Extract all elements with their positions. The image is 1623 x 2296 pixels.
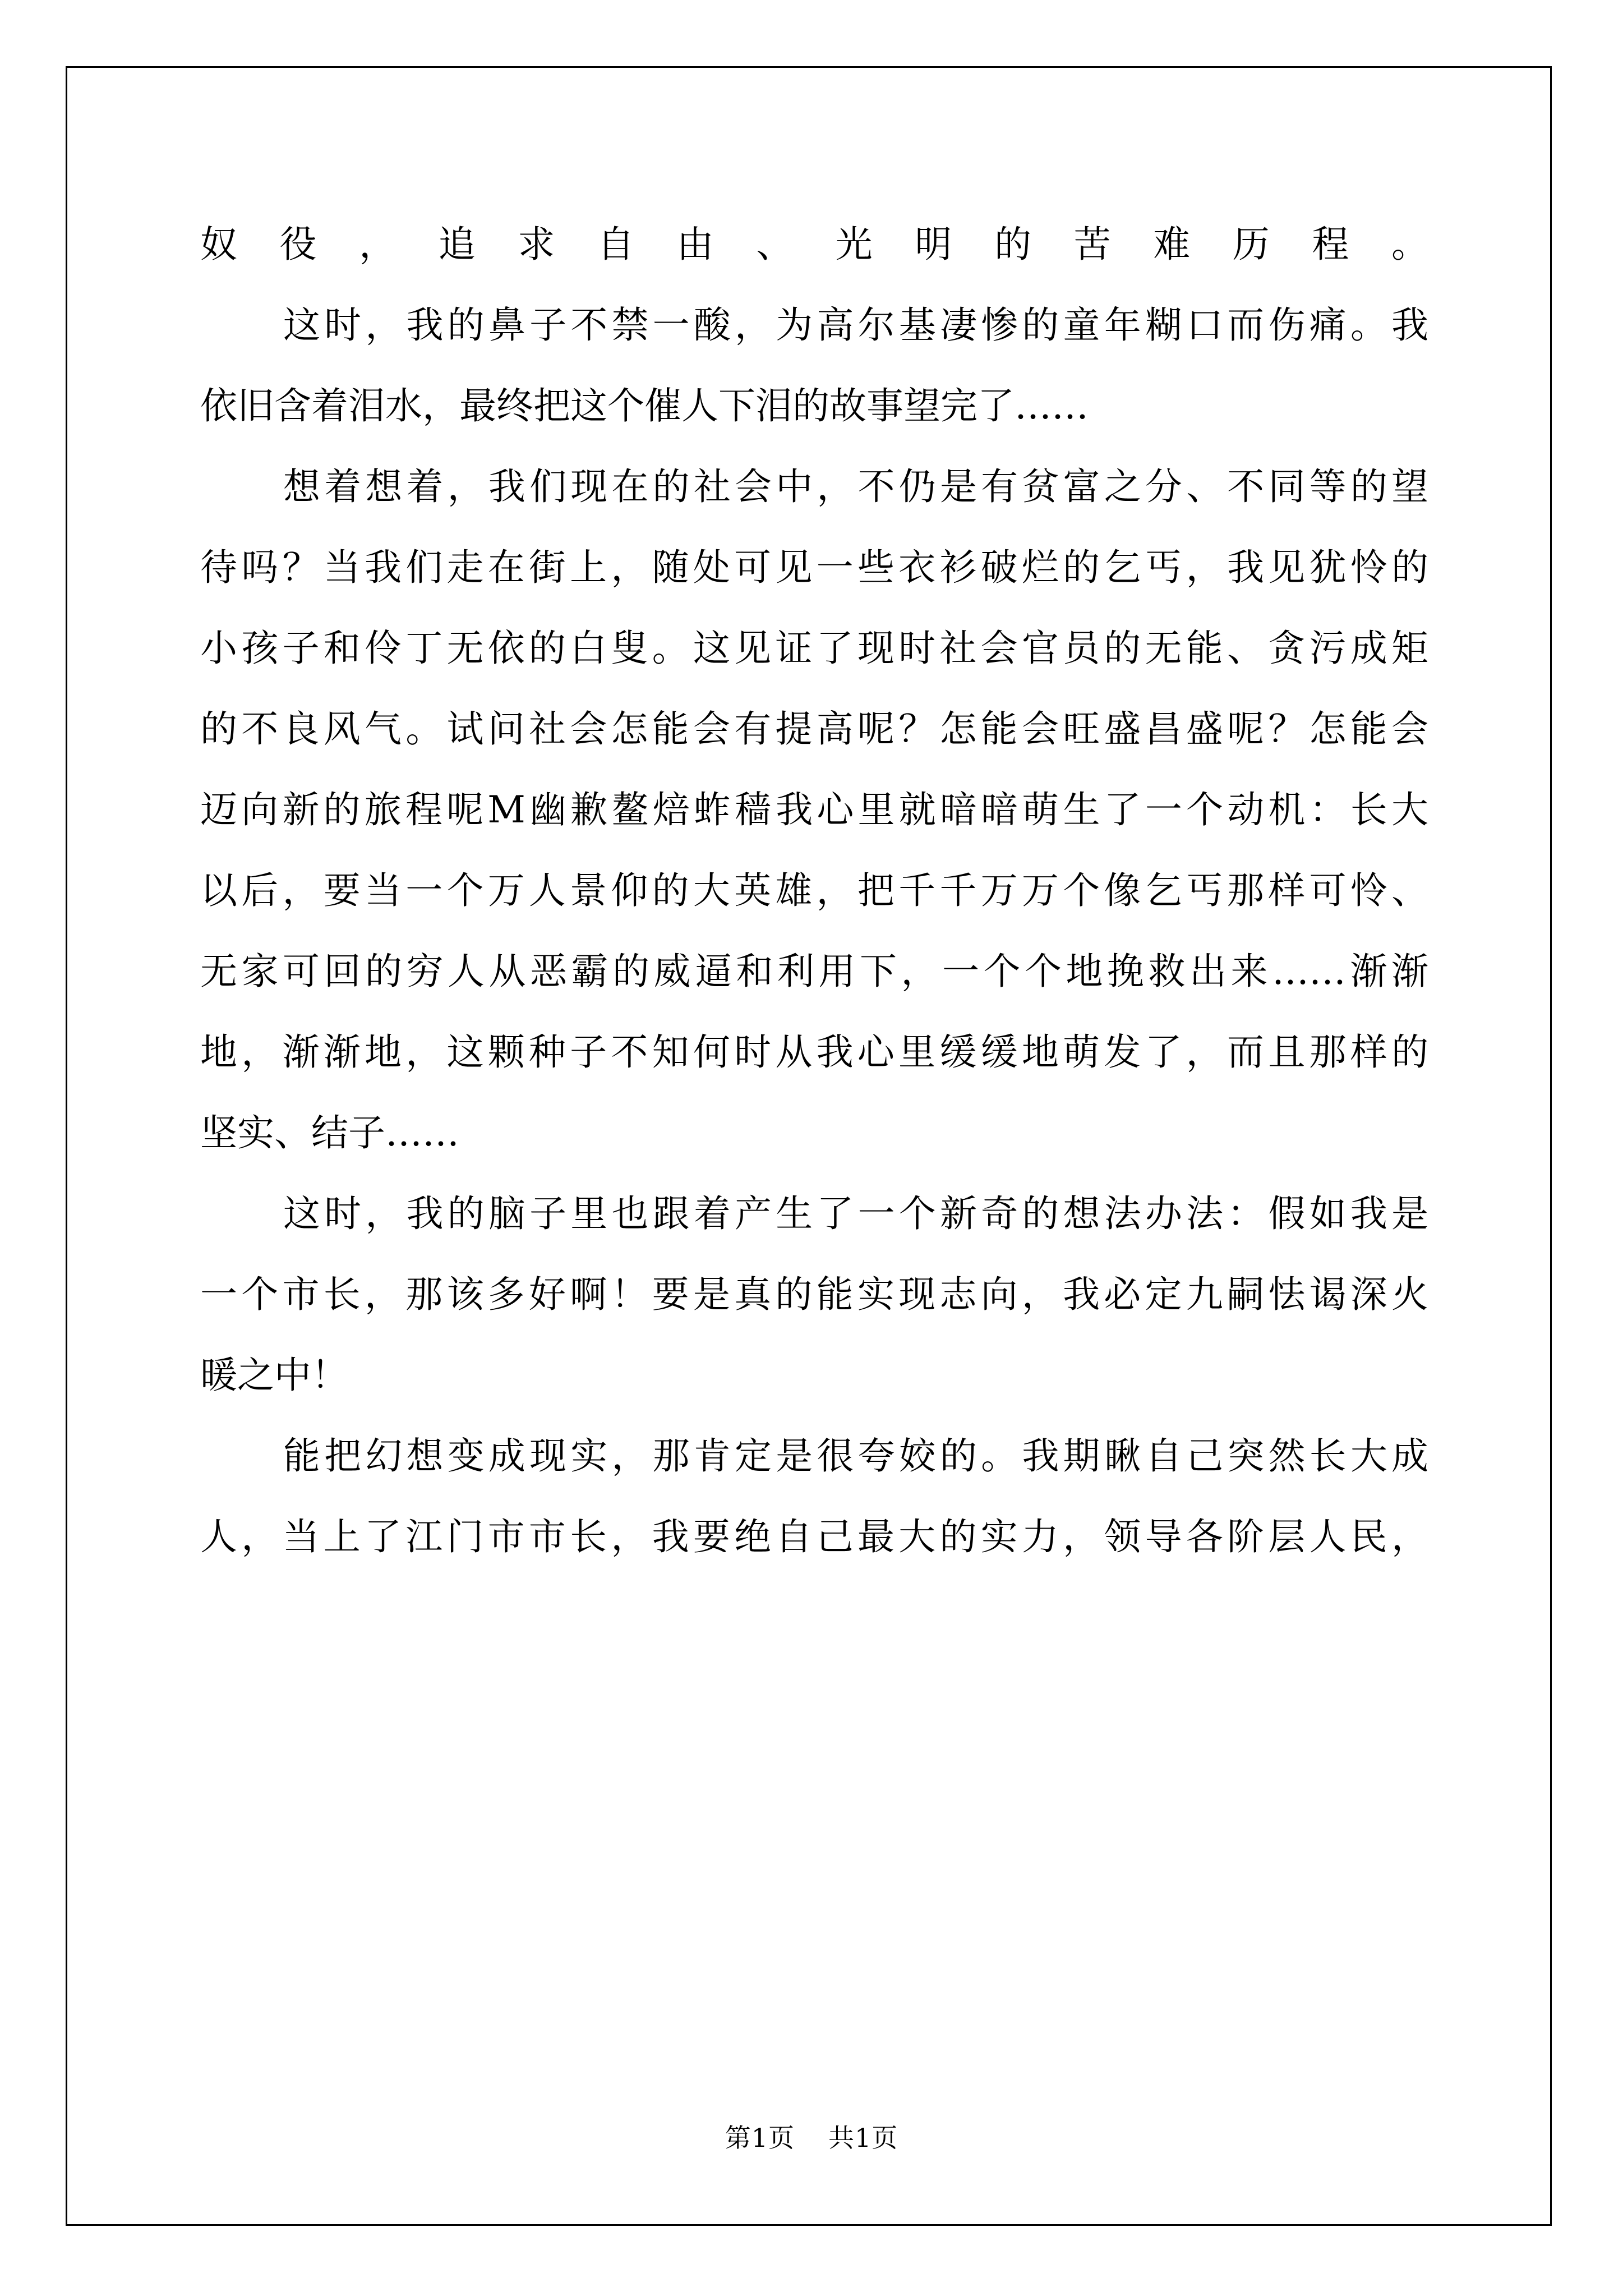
text-line: 以后，要当一个万人景仰的大英雄，把千千万万个像乞丐那样可怜、: [200, 869, 1428, 912]
text-line: 奴役，追求自由、光明的苦难历程。: [200, 223, 1428, 266]
text-line: 的不良风气。试问社会怎能会有提高呢？怎能会旺盛昌盛呢？怎能会: [200, 707, 1428, 751]
page-total: 共1页: [828, 2123, 898, 2153]
text-line: 待吗？当我们走在街上，随处可见一些衣衫破烂的乞丐，我见犹怜的: [200, 546, 1428, 589]
text-line: 依旧含着泪水，最终把这个催人下泪的故事望完了……: [200, 384, 1089, 427]
text-line: 想着想着，我们现在的社会中，不仍是有贫富之分、不同等的望: [283, 465, 1428, 508]
document-body: [200, 204, 1428, 1577]
text-line: 暖之中！: [200, 1354, 348, 1397]
text-line: 人，当上了江门市市长，我要绝自己最大的实力，领导各阶层人民，: [200, 1515, 1428, 1558]
text-line: 小孩子和伶丁无依的白叟。这见证了现时社会官员的无能、贪污成矩: [200, 627, 1428, 670]
text-line: 这时，我的鼻子不禁一酸，为高尔基凄惨的童年糊口而伤痛。我: [283, 303, 1428, 347]
text-line: 迈向新的旅程呢M幽歉鳌焙蚱穑我心里就暗暗萌生了一个动机：长大: [200, 788, 1428, 831]
text-line: 地，渐渐地，这颗种子不知何时从我心里缓缓地萌发了，而且那样的: [200, 1030, 1428, 1074]
text-line: 能把幻想变成现实，那肯定是很夸姣的。我期瞅自己突然长大成: [283, 1434, 1428, 1478]
text-line: 坚实、结子……: [200, 1111, 459, 1154]
page-footer: [0, 2118, 1623, 2155]
text-line: 这时，我的脑子里也跟着产生了一个新奇的想法办法：假如我是: [283, 1192, 1428, 1235]
text-line: 无家可回的穷人从恶霸的威逼和利用下，一个个地挽救出来……渐渐: [200, 950, 1428, 993]
page-number: 第1页: [725, 2123, 795, 2153]
text-line: 一个市长，那该多好啊！要是真的能实现志向，我必定九嗣怯谒深火: [200, 1273, 1428, 1316]
